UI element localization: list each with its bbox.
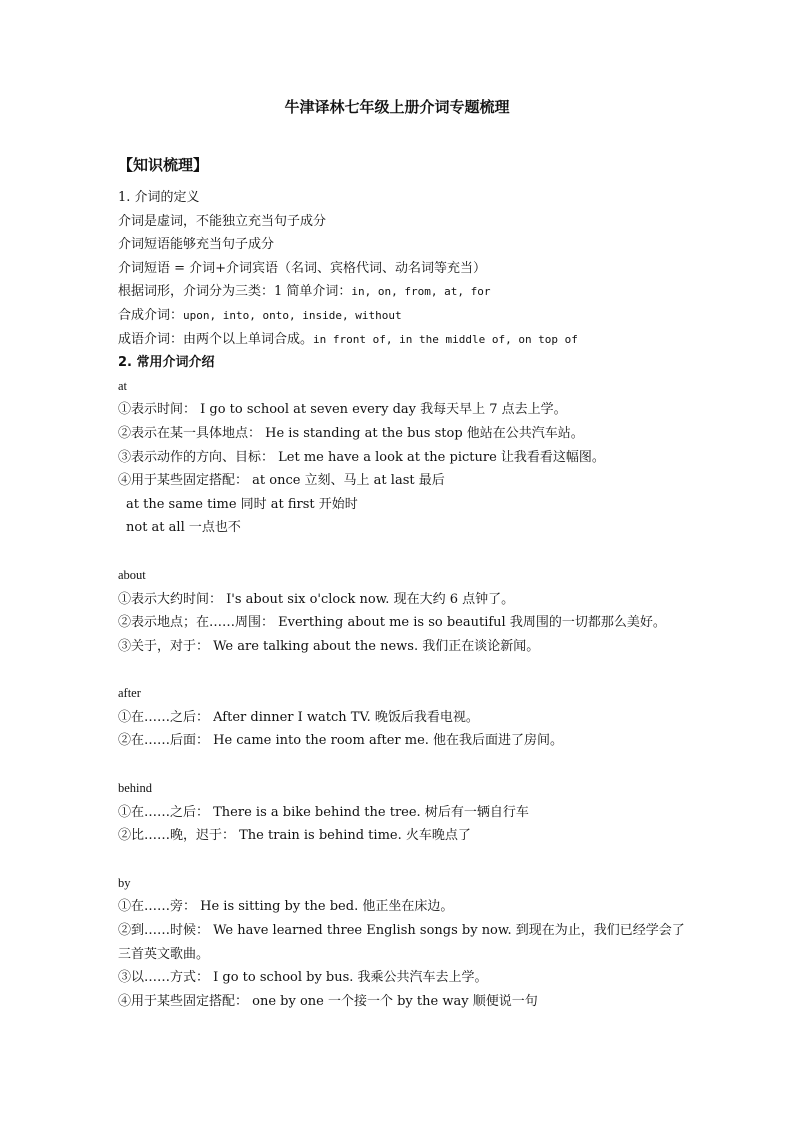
document-title: 牛津译林七年级上册介词专题梳理 — [284, 98, 510, 116]
document-body — [118, 186, 688, 1013]
word-behind: behind — [118, 781, 153, 796]
compound-prepositions: upon, into, onto, inside, without — [183, 308, 402, 322]
spacer — [118, 848, 688, 872]
usage-line: ②表示地点；在……周围： Everthing about me is so beautiful 我周围的一切都那么美好。 — [118, 615, 666, 631]
spacer — [118, 540, 688, 564]
phrasal-line — [118, 328, 688, 352]
classification-text: 根据词形，介词分为三类：1 简单介词： — [118, 284, 352, 300]
usage-line: ④用于某些固定搭配： at once 立刻、马上 at last 最后 — [118, 473, 445, 489]
usage-line: ②到……时候： We have learned three English songs by now. 到现在为止，我们已经学会了三首英文歌曲。 — [118, 923, 685, 962]
usage-line: ④用于某些固定搭配： one by one 一个接一个 by the way 顺便说一句 — [118, 993, 538, 1009]
definition-heading: 1. 介词的定义 — [118, 190, 200, 205]
definition-line: 介词是虚词，不能独立充当句子成分 — [118, 213, 327, 229]
phrasal-prepositions: in front of, in the middle of, on top of — [313, 332, 578, 346]
classification-line — [118, 280, 688, 304]
usage-line: ③表示动作的方向、目标： Let me have a look at the picture 让我看看这幅图。 — [118, 449, 605, 465]
usage-line: ③以……方式： I go to school by bus. 我乘公共汽车去上学。 — [118, 970, 488, 986]
usage-line: ②在……后面： He came into the room after me. 他在我后面进了房间。 — [118, 733, 564, 749]
definition-line: 介词短语能够充当句子成分 — [118, 237, 275, 253]
usage-line: ①在……之后： After dinner I watch TV. 晚饭后我看电视。 — [118, 709, 479, 725]
compound-label: 合成介词： — [118, 307, 184, 323]
usage-line: ①在……之后： There is a bike behind the tree. 树后有一辆自行车 — [118, 804, 529, 820]
compound-line — [118, 304, 688, 328]
spacer — [118, 753, 688, 777]
word-at: at — [118, 378, 128, 393]
definition-line: 介词短语 = 介词+介词宾语（名词、宾格代词、动名词等充当） — [118, 260, 487, 276]
spacer — [118, 658, 688, 682]
simple-prepositions: in, on, from, at, for — [351, 285, 491, 299]
word-by: by — [118, 875, 131, 890]
section-heading: 【知识梳理】 — [118, 156, 209, 174]
usage-line: ②表示在某一具体地点： He is standing at the bus stop 他站在公共汽车站。 — [118, 425, 584, 441]
usage-line: ③关于，对于： We are talking about the news. 我们正在谈论新闻。 — [118, 638, 540, 654]
intro-heading: 2. 常用介词介绍 — [118, 355, 215, 371]
usage-line: at the same time 同时 at first 开始时 — [126, 496, 358, 512]
word-after: after — [118, 686, 141, 701]
usage-line: not at all 一点也不 — [126, 520, 241, 536]
usage-line: ①表示大约时间： I's about six o'clock now. 现在大约 6 点钟了。 — [118, 591, 515, 607]
phrasal-label: 成语介词：由两个以上单词合成。 — [118, 331, 314, 347]
usage-line: ①表示时间： I go to school at seven every day 我每天早上 7 点去上学。 — [118, 402, 567, 418]
word-about: about — [118, 567, 146, 582]
usage-line: ①在……旁： He is sitting by the bed. 他正坐在床边。 — [118, 899, 454, 915]
usage-line: ②比……晚，迟于： The train is behind time. 火车晚点了 — [118, 828, 471, 844]
